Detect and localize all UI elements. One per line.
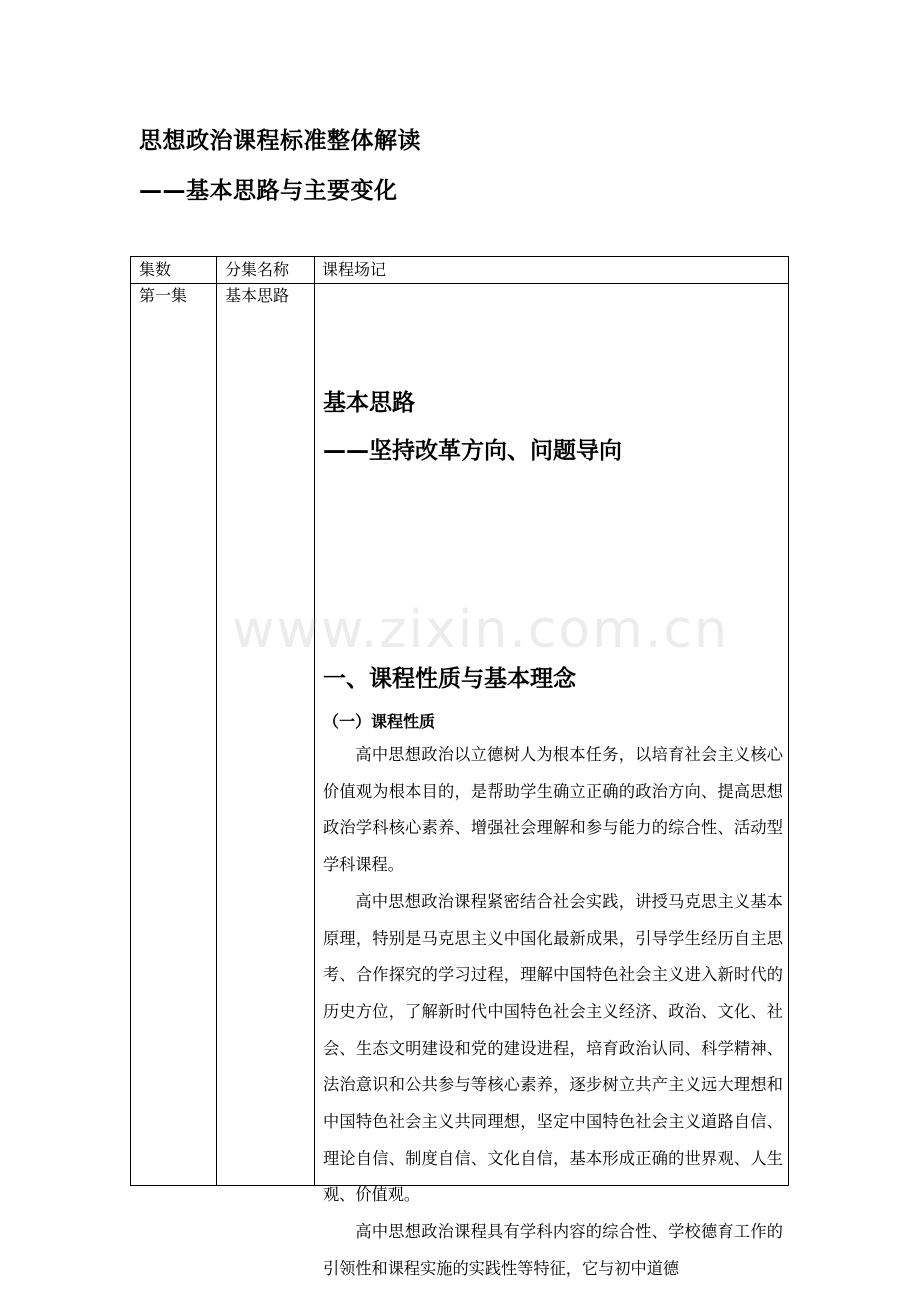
content-heading: 基本思路 [323, 390, 415, 416]
watermark: www.zixin.com.cn [232, 600, 729, 660]
document-subtitle: ——基本思路与主要变化 [139, 178, 398, 204]
header-course-notes: 课程场记 [322, 260, 387, 279]
column-divider-1 [216, 257, 217, 1185]
header-episode: 集数 [139, 260, 172, 279]
paragraph: 高中思想政治以立德树人为根本任务，以培育社会主义核心价值观为根本目的，是帮助学生确立正确的政治方向、提高思想政治学科核心素养、增强社会理解和参与能力的综合性、活动型学科课程。 [323, 745, 783, 875]
header-episode-name: 分集名称 [225, 260, 290, 279]
body-text [323, 737, 783, 1288]
content-subheading: ——坚持改革方向、问题导向 [323, 438, 622, 464]
row-episode-name: 基本思路 [225, 286, 290, 305]
item-heading: （一）课程性质 [323, 712, 436, 731]
column-divider-2 [314, 257, 315, 1185]
paragraph: 高中思想政治课程紧密结合社会实践，讲授马克思主义基本原理，特别是马克思主义中国化最新成果，引导学生经历自主思考、合作探究的学习过程，理解中国特色社会主义进入新时代的历史方位，了解新时代中国特色社会主义经济、政治、文化、社会、生态文明建设和党的建设进程，培育政治认同、科学精神、法治意识和公共参与等核心素养，逐步树立共产主义远大理想和中国特色社会主义共同理想，坚定中国特色社会主义道路自信、理论自信、制度自信、文化自信，基本形成正确的世界观、人生观、价值观。 [323, 891, 783, 1205]
paragraph: 高中思想政治课程具有学科内容的综合性、学校德育工作的引领性和课程实施的实践性等特征，它与初中道德 [323, 1222, 783, 1278]
document-title: 思想政治课程标准整体解读 [139, 128, 421, 154]
course-table [130, 256, 789, 1278]
row-episode: 第一集 [139, 286, 188, 305]
section-heading: 一、课程性质与基本理念 [323, 666, 576, 692]
